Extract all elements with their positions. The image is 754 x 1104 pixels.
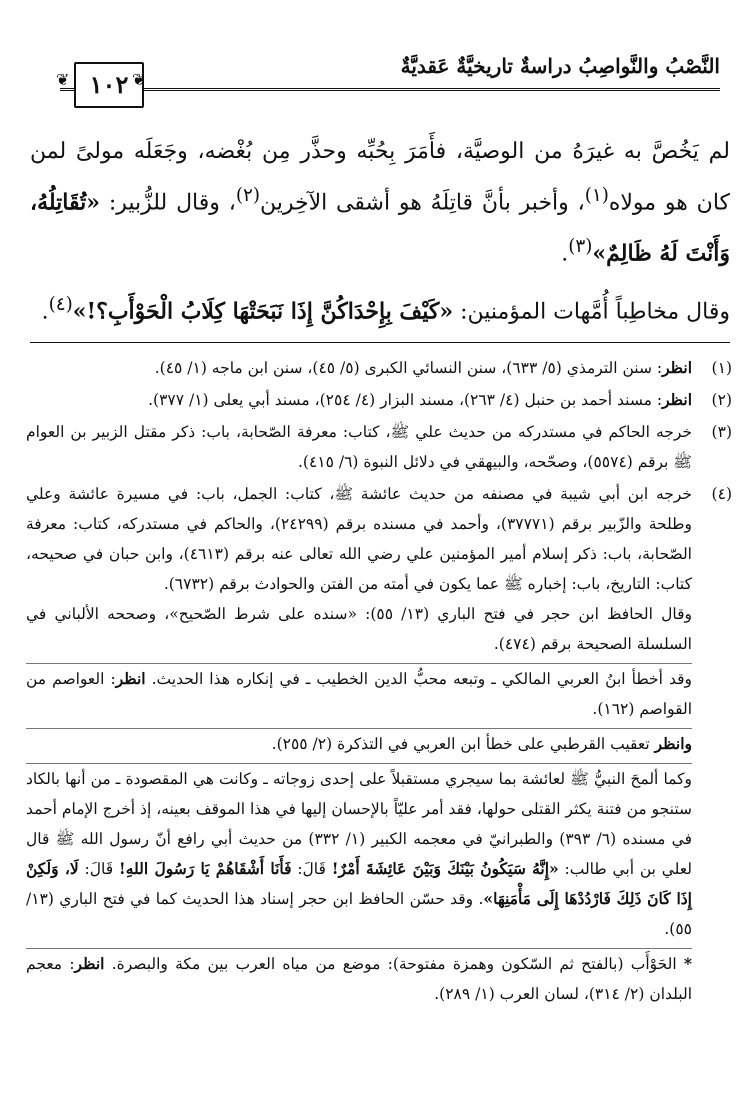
- main-text: [30, 130, 730, 340]
- asterisk-icon: *: [683, 954, 692, 973]
- footnotes: [26, 353, 732, 1011]
- footnote-4-grading: وقال الحافظ ابن حجر في فتح الباري (١٣/ ٥٥): «سنده على شرط الصّحيح»، وصححه الألباني في السلسلة الصحيحة برقم (٤٧٤).: [26, 605, 692, 653]
- paragraph-2: وقال مخاطِباً أُمَّهات المؤمنين: «كَيْفَ بِإِحْدَاكُنَّ إِذَا نَبَحَتْهَا كِلَابُ الْحَوْأَبِ؟!»$^{(٤)}$.: [41, 293, 730, 324]
- running-title: النَّصْبُ والنَّواصِبُ دراسةٌ تاريخيَّةٌ عَقديَّةٌ: [400, 54, 720, 78]
- paragraph-1: لم يَخُصَّ به غيرَهُ من الوصيَّة، فأَمَرَ بِحُبِّه وحذَّر مِن بُغْضه، وجَعَلَه مولىً لمن كان هو مولاه$^{(١)}$، وأخبر بأنَّ قاتِلَهُ هو أشقى الآخِرين$^{(٢)}$، وقال للزُّبير: «تُقَاتِلُهُ، وَأَنْتَ لَهُ ظَالِمٌ»$^{(٣)}$.: [30, 139, 730, 267]
- footnote-4-hawab-definition: * الحَوْأَب (بالفتح ثم السّكون وهمزة مفتوحة): موضع من مياه العرب بين مكة والبصرة. انظر: معجم البلدان (٢/ ٣١٤)، لسان العرب (١/ ٢٨٩).: [26, 954, 692, 1003]
- footnote-1: (١) انظر: سنن الترمذي (٥/ ٦٣٣)، سنن النسائي الكبرى (٥/ ٤٥)، سنن ابن ماجه (١/ ٤٥).: [26, 353, 732, 383]
- footnote-number: (٢): [711, 391, 732, 409]
- footnote-ref-1[interactable]: (١): [584, 185, 609, 206]
- footnote-4-critique: وقد أخطأ ابنُ العربي المالكي ـ وتبعه محبُّ الدين الخطيب ـ في إنكاره هذا الحديث. انظر: العواصم من القواصم (١٦٢).: [26, 669, 692, 718]
- footnote-number: (٤): [711, 485, 732, 503]
- footnote-4: [26, 479, 732, 1009]
- footnote-2: (٢) انظر: مسند أحمد بن حنبل (٤/ ٢٦٣)، مسند البزار (٤/ ٢٥٤)، مسند أبي يعلى (١/ ٣٧٧).: [26, 385, 732, 415]
- footnote-4-qurtubi: وانظر تعقيب القرطبي على خطأ ابن العربي في التذكرة (٢/ ٢٥٥).: [271, 734, 692, 753]
- footnote-separator: [30, 342, 730, 343]
- header-rule: [60, 88, 720, 91]
- footnote-number: (١): [711, 359, 732, 377]
- ornament-right-icon: ❦: [132, 70, 146, 89]
- footnote-4-sources: خرجه ابن أبي شيبة في مصنفه من حديث عائشة ﷺ، كتاب: الجمل، باب: في مسيرة عائشة وعلي وطلحة والزّبير برقم (٣٧٧٧١)، وأحمد في مسنده برقم (٢٤٢٩٩)، والحاكم في مستدركه، كتاب: معرفة الصّحابة، باب: ذكر إسلام أمير المؤمنين علي رضي الله تعالى عنه برقم (٤٦١٣)، وابن حبان في صحيحه، كتاب: التاريخ، باب: إخباره ﷺ عما يكون في أمته من الفتن والحوادث برقم (٦٧٣٢).: [26, 485, 693, 593]
- footnote-3: (٣) خرجه الحاكم في مستدركه من حديث علي ﷺ، كتاب: معرفة الصّحابة، باب: ذكر مقتل الزبير بن العوام ﷺ برقم (٥٥٧٤)، وصحّحه، والبيهقي في دلائل النبوة (٦/ ٤١٥).: [26, 417, 732, 477]
- footnote-number: (٣): [711, 423, 732, 441]
- footnote-ref-3[interactable]: (٣): [568, 236, 593, 258]
- hadith-quote-zubayr: «تُقَاتِلُهُ، وَأَنْتَ لَهُ ظَالِمٌ»: [30, 189, 730, 267]
- footnote-ref-4[interactable]: (٤): [48, 293, 73, 315]
- footnote-4-abu-rafi: وكما ألمحَ النبيُّ ﷺ لعائشة بما سيجري مستقبلاً على إحدى زوجاته ـ وكانت هي المقصودة ـ من أنها بالكاد ستنجو من فتنة يكثر القتلى حولها، فقد أمر عليّاً بالإحسان إليها في هذا الموقف بعينه، إذ أخرج الإمام أحمد في مسنده (٦/ ٣٩٣) والطبرانيّ في معجمه الكبير (١/ ٣٣٢) من حديث أبي رافع أنّ رسول الله ﷺ قال لعلي بن أبي طالب: «إِنَّهُ سَيَكُونُ بَيْنَكَ وَبَيْنَ عَائِشَةَ أَمْرٌ! قَالَ: فَأَنَا أَشْقَاهُمْ يَا رَسُولَ اللهِ! قَالَ: لَا، وَلَكِنْ إِذَا كَانَ ذَلِكَ فَارْدُدْهَا إِلَى مَأْمَنِهَا». وقد حسّن الحافظ ابن حجر إسناد هذا الحديث كما في فتح الباري (١٣/ ٥٥).: [26, 770, 693, 938]
- hadith-quote-hawab: «كَيْفَ بِإِحْدَاكُنَّ إِذَا نَبَحَتْهَا كِلَابُ الْحَوْأَبِ؟!»: [72, 297, 454, 324]
- footnote-ref-2[interactable]: (٢): [235, 185, 260, 206]
- running-header: [56, 52, 720, 112]
- page-number: ١٠٢: [89, 70, 129, 99]
- ornament-left-icon: ❦: [56, 70, 70, 89]
